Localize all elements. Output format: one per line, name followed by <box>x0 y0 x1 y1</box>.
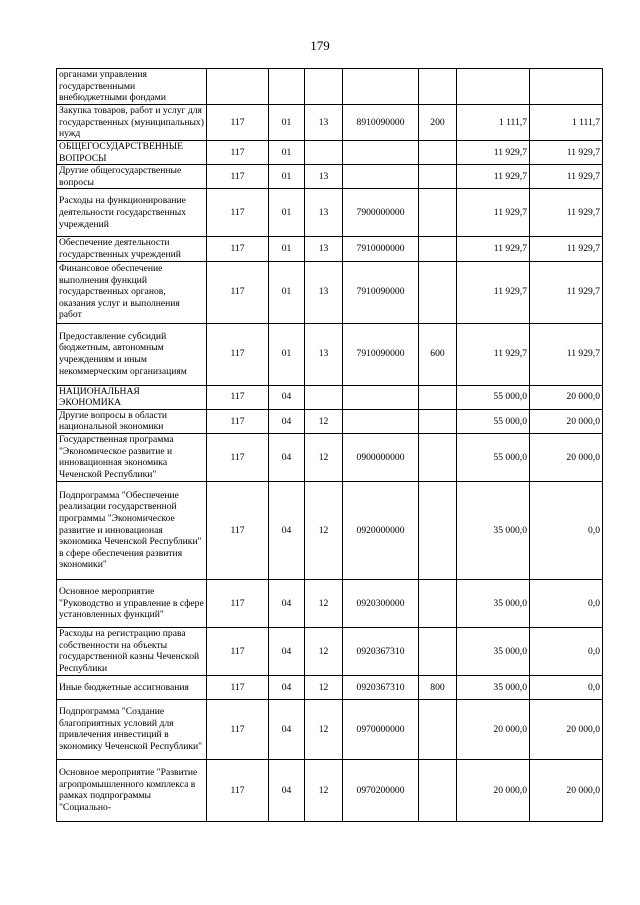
amount-year-1: 55 000,0 <box>457 433 530 481</box>
subsection-code: 12 <box>305 759 343 821</box>
target-article-code: 7910090000 <box>343 261 419 323</box>
target-article-code <box>343 409 419 433</box>
expense-type-code <box>419 385 457 409</box>
section-code: 04 <box>269 699 305 759</box>
amount-year-1: 55 000,0 <box>457 385 530 409</box>
expense-name: Закупка товаров, работ и услуг для государственных (муниципальных) нужд <box>57 105 207 141</box>
expense-name: Другие общегосударственные вопросы <box>57 165 207 189</box>
target-article-code: 0920367310 <box>343 627 419 675</box>
expense-type-code: 800 <box>419 675 457 699</box>
expense-name: органами управления государственными внебюджетными фондами <box>57 69 207 105</box>
expense-name: Расходы на функционирование деятельности государственных учреждений <box>57 189 207 237</box>
table-row <box>57 165 603 189</box>
amount-year-2: 11 929,7 <box>530 237 603 261</box>
section-code: 01 <box>269 237 305 261</box>
target-article-code <box>343 385 419 409</box>
department-code: 117 <box>207 759 269 821</box>
expense-type-code <box>419 481 457 579</box>
department-code: 117 <box>207 627 269 675</box>
expense-name: Финансовое обеспечение выполнения функций государственных органов, оказания услуг и выполнения работ <box>57 261 207 323</box>
expense-name: Предоставление субсидий бюджетным, автономным учреждениям и иным некоммерческим организациям <box>57 323 207 385</box>
subsection-code: 13 <box>305 261 343 323</box>
section-code: 01 <box>269 323 305 385</box>
subsection-code: 12 <box>305 579 343 627</box>
table-row <box>57 409 603 433</box>
amount-year-2: 0,0 <box>530 627 603 675</box>
target-article-code <box>343 165 419 189</box>
target-article-code: 0970000000 <box>343 699 419 759</box>
expense-name: Иные бюджетные ассигнования <box>57 675 207 699</box>
expense-type-code: 200 <box>419 105 457 141</box>
target-article-code: 0970200000 <box>343 759 419 821</box>
expense-type-code <box>419 433 457 481</box>
section-code: 01 <box>269 261 305 323</box>
amount-year-1: 35 000,0 <box>457 579 530 627</box>
section-code: 04 <box>269 409 305 433</box>
target-article-code: 0920367310 <box>343 675 419 699</box>
table-row <box>57 385 603 409</box>
department-code: 117 <box>207 481 269 579</box>
table-row <box>57 579 603 627</box>
table-row <box>57 481 603 579</box>
table-row <box>57 433 603 481</box>
target-article-code: 8910090000 <box>343 105 419 141</box>
section-code <box>269 69 305 105</box>
amount-year-2: 11 929,7 <box>530 141 603 165</box>
amount-year-2: 1 111,7 <box>530 105 603 141</box>
section-code: 04 <box>269 481 305 579</box>
amount-year-1: 11 929,7 <box>457 189 530 237</box>
amount-year-2: 20 000,0 <box>530 385 603 409</box>
subsection-code <box>305 141 343 165</box>
table-row <box>57 699 603 759</box>
department-code: 117 <box>207 433 269 481</box>
expense-name: Расходы на регистрацию права собственности на объекты государственной казны Чеченской Республики <box>57 627 207 675</box>
expense-type-code <box>419 579 457 627</box>
section-code: 01 <box>269 189 305 237</box>
amount-year-2: 0,0 <box>530 675 603 699</box>
expense-type-code <box>419 759 457 821</box>
amount-year-1: 55 000,0 <box>457 409 530 433</box>
table-row <box>57 141 603 165</box>
department-code: 117 <box>207 323 269 385</box>
table-row <box>57 323 603 385</box>
target-article-code <box>343 141 419 165</box>
table-row <box>57 759 603 821</box>
table-row <box>57 261 603 323</box>
subsection-code: 12 <box>305 699 343 759</box>
subsection-code: 13 <box>305 165 343 189</box>
target-article-code: 7910090000 <box>343 323 419 385</box>
expense-type-code <box>419 409 457 433</box>
section-code: 01 <box>269 105 305 141</box>
expense-type-code <box>419 237 457 261</box>
amount-year-1: 11 929,7 <box>457 323 530 385</box>
section-code: 04 <box>269 385 305 409</box>
subsection-code: 12 <box>305 433 343 481</box>
department-code: 117 <box>207 699 269 759</box>
department-code: 117 <box>207 261 269 323</box>
amount-year-1: 11 929,7 <box>457 141 530 165</box>
subsection-code: 13 <box>305 189 343 237</box>
subsection-code: 12 <box>305 627 343 675</box>
subsection-code: 12 <box>305 675 343 699</box>
target-article-code: 0900000000 <box>343 433 419 481</box>
expense-name: Основное мероприятие "Руководство и управление в сфере установленных функций" <box>57 579 207 627</box>
table-row <box>57 237 603 261</box>
amount-year-1: 35 000,0 <box>457 481 530 579</box>
subsection-code: 12 <box>305 481 343 579</box>
table-row <box>57 105 603 141</box>
amount-year-2: 20 000,0 <box>530 759 603 821</box>
amount-year-2: 0,0 <box>530 579 603 627</box>
amount-year-2: 20 000,0 <box>530 409 603 433</box>
target-article-code <box>343 69 419 105</box>
subsection-code <box>305 69 343 105</box>
subsection-code: 13 <box>305 105 343 141</box>
expense-type-code <box>419 699 457 759</box>
amount-year-1: 35 000,0 <box>457 675 530 699</box>
expense-type-code <box>419 261 457 323</box>
amount-year-1: 35 000,0 <box>457 627 530 675</box>
section-code: 01 <box>269 165 305 189</box>
amount-year-1 <box>457 69 530 105</box>
department-code: 117 <box>207 189 269 237</box>
expense-name: Подпрограмма "Создание благоприятных условий для привлечения инвестиций в экономику Чеченской Республики" <box>57 699 207 759</box>
amount-year-2: 20 000,0 <box>530 433 603 481</box>
department-code: 117 <box>207 141 269 165</box>
amount-year-2 <box>530 69 603 105</box>
target-article-code: 0920000000 <box>343 481 419 579</box>
expense-name: Государственная программа "Экономическое развитие и инновационная экономика Чеченской Республики" <box>57 433 207 481</box>
amount-year-1: 20 000,0 <box>457 759 530 821</box>
section-code: 04 <box>269 433 305 481</box>
expense-name: ОБЩЕГОСУДАРСТВЕННЫЕ ВОПРОСЫ <box>57 141 207 165</box>
expense-type-code <box>419 189 457 237</box>
expense-type-code <box>419 627 457 675</box>
table-row <box>57 675 603 699</box>
page-number: 179 <box>310 38 330 53</box>
amount-year-1: 11 929,7 <box>457 165 530 189</box>
amount-year-2: 0,0 <box>530 481 603 579</box>
amount-year-1: 11 929,7 <box>457 261 530 323</box>
amount-year-1: 11 929,7 <box>457 237 530 261</box>
expense-type-code <box>419 141 457 165</box>
subsection-code <box>305 385 343 409</box>
subsection-code: 12 <box>305 409 343 433</box>
amount-year-2: 20 000,0 <box>530 699 603 759</box>
amount-year-1: 20 000,0 <box>457 699 530 759</box>
expense-type-code <box>419 69 457 105</box>
table-row <box>57 189 603 237</box>
target-article-code: 7900000000 <box>343 189 419 237</box>
section-code: 04 <box>269 675 305 699</box>
subsection-code: 13 <box>305 323 343 385</box>
amount-year-2: 11 929,7 <box>530 189 603 237</box>
expense-type-code <box>419 165 457 189</box>
expense-name: Другие вопросы в области национальной экономики <box>57 409 207 433</box>
department-code: 117 <box>207 579 269 627</box>
expense-name: Основное мероприятие "Развитие агропромышленного комплекса в рамках подпрограммы "Социально- <box>57 759 207 821</box>
budget-table <box>56 68 603 822</box>
amount-year-2: 11 929,7 <box>530 261 603 323</box>
expense-type-code: 600 <box>419 323 457 385</box>
expense-name: Обеспечение деятельности государственных учреждений <box>57 237 207 261</box>
table-row <box>57 69 603 105</box>
department-code: 117 <box>207 675 269 699</box>
budget-table-body <box>57 69 603 822</box>
department-code: 117 <box>207 385 269 409</box>
amount-year-2: 11 929,7 <box>530 165 603 189</box>
section-code: 01 <box>269 141 305 165</box>
expense-name: НАЦИОНАЛЬНАЯ ЭКОНОМИКА <box>57 385 207 409</box>
table-row <box>57 627 603 675</box>
department-code: 117 <box>207 409 269 433</box>
amount-year-2: 11 929,7 <box>530 323 603 385</box>
department-code: 117 <box>207 165 269 189</box>
amount-year-1: 1 111,7 <box>457 105 530 141</box>
target-article-code: 0920300000 <box>343 579 419 627</box>
section-code: 04 <box>269 579 305 627</box>
section-code: 04 <box>269 627 305 675</box>
department-code <box>207 69 269 105</box>
section-code: 04 <box>269 759 305 821</box>
department-code: 117 <box>207 237 269 261</box>
subsection-code: 13 <box>305 237 343 261</box>
department-code: 117 <box>207 105 269 141</box>
target-article-code: 7910000000 <box>343 237 419 261</box>
expense-name: Подпрограмма "Обеспечение реализации государственной программы "Экономическое развитие и инновационая экономика Чеченской Республики" в сфере обеспечения развития экономики" <box>57 481 207 579</box>
